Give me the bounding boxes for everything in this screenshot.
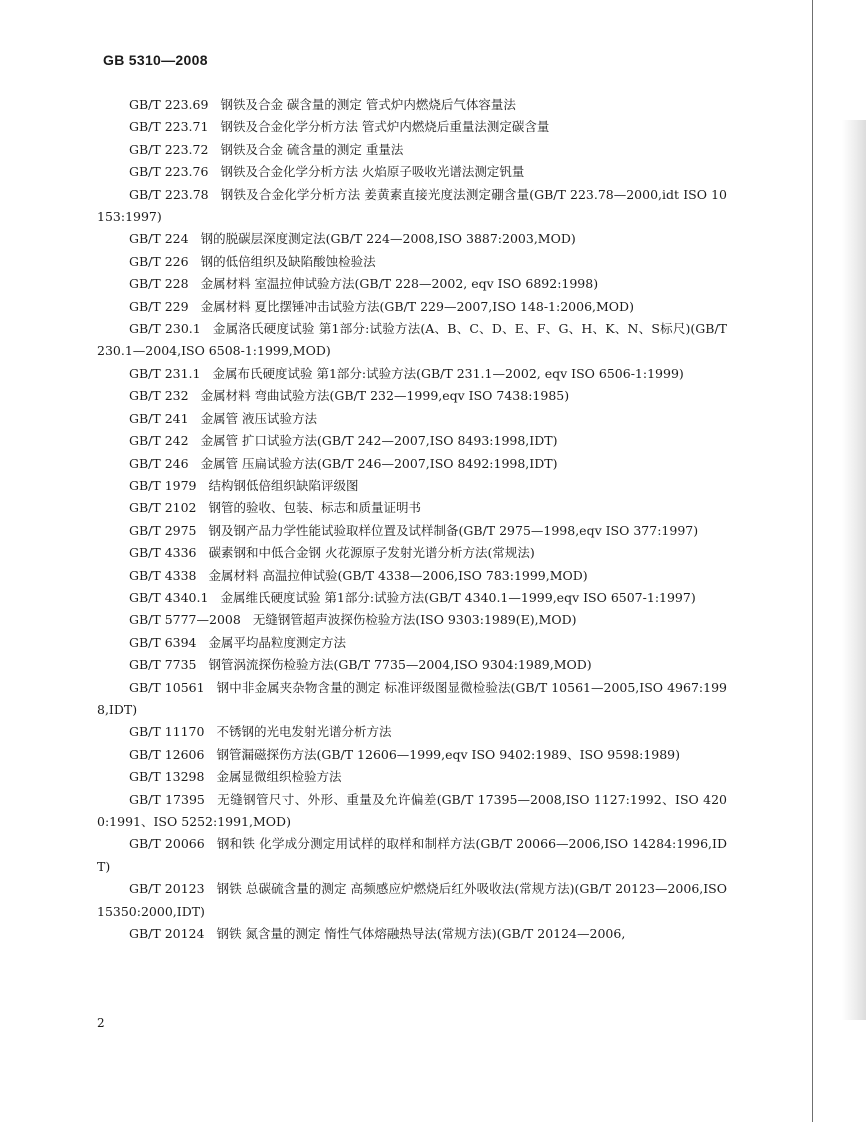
reference-title: 钢铁及合金化学分析方法 管式炉内燃烧后重量法测定碳含量 — [220, 119, 550, 135]
reference-code: GB/T 13298 — [129, 769, 205, 785]
reference-title: 不锈钢的光电发射光谱分析方法 — [216, 724, 392, 740]
reference-code: GB/T 11170 — [129, 724, 205, 740]
reference-code: GB/T 17395 — [129, 791, 205, 807]
reference-code: GB/T 4338 — [129, 567, 197, 583]
reference-entry — [97, 385, 727, 407]
reference-code: GB/T 2975 — [129, 522, 197, 538]
reference-entry — [97, 139, 727, 161]
reference-title: 无缝钢管尺寸、外形、重量及允许偏差(GB/T 17395—2008,ISO 1127:1992、ISO 4200:1991、ISO 5252:1991,MOD) — [97, 791, 727, 829]
reference-entry — [97, 296, 727, 318]
reference-entry — [97, 363, 727, 385]
reference-code: GB/T 226 — [129, 253, 189, 269]
reference-title: 金属维氏硬度试验 第1部分:试验方法(GB/T 4340.1—1999,eqv ISO 6507-1:1997) — [220, 589, 696, 605]
reference-title: 钢铁 氮含量的测定 惰性气体熔融热导法(常规方法)(GB/T 20124—2006, — [216, 926, 626, 942]
reference-title: 金属管 压扁试验方法(GB/T 246—2007,ISO 8492:1998,IDT) — [200, 455, 558, 471]
reference-code: GB/T 20123 — [129, 881, 205, 897]
normative-references-list — [97, 94, 727, 945]
reference-code: GB/T 20066 — [129, 836, 205, 852]
reference-title: 钢铁及合金 碳含量的测定 管式炉内燃烧后气体容量法 — [220, 97, 516, 112]
reference-entry — [97, 94, 727, 116]
reference-entry — [97, 453, 727, 475]
reference-entry — [97, 116, 727, 138]
reference-code: GB/T 242 — [129, 433, 189, 449]
reference-code: GB/T 223.78 — [129, 186, 209, 202]
reference-code: GB/T 223.72 — [129, 141, 209, 157]
reference-entry — [97, 833, 727, 878]
reference-code: GB/T 4340.1 — [129, 589, 209, 605]
reference-entry — [97, 587, 727, 609]
reference-code: GB/T 228 — [129, 276, 189, 292]
reference-code: GB/T 6394 — [129, 634, 197, 650]
reference-entry — [97, 475, 727, 497]
reference-title: 结构钢低倍组织缺陷评级图 — [208, 477, 359, 493]
reference-title: 金属管 扩口试验方法(GB/T 242—2007,ISO 8493:1998,IDT) — [200, 433, 558, 449]
reference-entry — [97, 251, 727, 273]
reference-title: 金属管 液压试验方法 — [200, 410, 318, 426]
reference-title: 钢铁 总碳硫含量的测定 高频感应炉燃烧后红外吸收法(常规方法)(GB/T 20123—2006,ISO 15350:2000,IDT) — [97, 881, 727, 919]
reference-title: 金属材料 室温拉伸试验方法(GB/T 228—2002, eqv ISO 6892:1998) — [200, 276, 599, 292]
reference-code: GB/T 7735 — [129, 657, 197, 673]
reference-entry — [97, 184, 727, 229]
reference-code: GB/T 1979 — [129, 477, 197, 493]
reference-code: GB/T 232 — [129, 388, 189, 404]
reference-title: 无缝钢管超声波探伤检验方法(ISO 9303:1989(E),MOD) — [252, 612, 577, 628]
page-number: 2 — [97, 1016, 105, 1030]
reference-entry — [97, 609, 727, 631]
reference-title: 金属平均晶粒度测定方法 — [208, 634, 347, 650]
reference-entry — [97, 497, 727, 519]
reference-title: 金属洛氏硬度试验 第1部分:试验方法(A、B、C、D、E、F、G、H、K、N、S标尺)(GB/T 230.1—2004,ISO 6508-1:1999,MOD) — [97, 321, 728, 359]
reference-code: GB/T 2102 — [129, 500, 197, 516]
reference-code: GB/T 224 — [129, 231, 189, 247]
reference-entry — [97, 721, 727, 743]
reference-code: GB/T 231.1 — [129, 365, 201, 381]
reference-title: 钢和铁 化学成分测定用试样的取样和制样方法(GB/T 20066—2006,ISO 14284:1996,IDT) — [97, 836, 727, 874]
reference-entry — [97, 520, 727, 542]
reference-title: 钢管的验收、包装、标志和质量证明书 — [208, 500, 422, 516]
page-edge-shadow — [842, 120, 866, 1020]
reference-title: 钢中非金属夹杂物含量的测定 标准评级图显微检验法(GB/T 10561—2005,ISO 4967:1998,IDT) — [97, 679, 727, 717]
reference-code: GB/T 20124 — [129, 926, 205, 942]
reference-title: 钢管涡流探伤检验方法(GB/T 7735—2004,ISO 9304:1989,MOD) — [208, 657, 592, 673]
reference-title: 钢的低倍组织及缺陷酸蚀检验法 — [200, 253, 376, 269]
reference-entry — [97, 632, 727, 654]
reference-code: GB/T 5777—2008 — [129, 612, 241, 628]
reference-entry — [97, 318, 727, 363]
reference-entry — [97, 677, 727, 722]
reference-code: GB/T 229 — [129, 298, 189, 314]
reference-code: GB/T 12606 — [129, 746, 205, 762]
reference-code: GB/T 4336 — [129, 545, 197, 561]
reference-code: GB/T 246 — [129, 455, 189, 471]
reference-title: 碳素钢和中低合金钢 火花源原子发射光谱分析方法(常规法) — [208, 545, 535, 561]
reference-title: 钢的脱碳层深度测定法(GB/T 224—2008,ISO 3887:2003,MOD) — [200, 231, 576, 247]
reference-title: 钢铁及合金化学分析方法 火焰原子吸收光谱法测定钒量 — [220, 164, 525, 180]
reference-entry — [97, 161, 727, 183]
reference-entry — [97, 430, 727, 452]
document-number-header: GB 5310—2008 — [103, 52, 208, 68]
reference-entry — [97, 766, 727, 788]
reference-code: GB/T 223.76 — [129, 164, 209, 180]
reference-entry — [97, 744, 727, 766]
reference-title: 钢铁及合金化学分析方法 姜黄素直接光度法测定硼含量(GB/T 223.78—2000,idt ISO 10153:1997) — [97, 186, 727, 225]
reference-code: GB/T 223.71 — [129, 119, 209, 135]
reference-entry — [97, 923, 727, 945]
reference-entry — [97, 542, 727, 564]
reference-code: GB/T 241 — [129, 410, 189, 426]
reference-entry — [97, 654, 727, 676]
reference-entry — [97, 565, 727, 587]
page-edge-line — [812, 0, 813, 1122]
reference-code: GB/T 223.69 — [129, 97, 209, 112]
reference-title: 钢管漏磁探伤方法(GB/T 12606—1999,eqv ISO 9402:1989、ISO 9598:1989) — [216, 746, 681, 762]
reference-entry — [97, 878, 727, 923]
reference-entry — [97, 408, 727, 430]
reference-entry — [97, 789, 727, 834]
reference-entry — [97, 228, 727, 250]
reference-title: 金属材料 弯曲试验方法(GB/T 232—1999,eqv ISO 7438:1985) — [200, 388, 570, 404]
reference-title: 金属材料 高温拉伸试验(GB/T 4338—2006,ISO 783:1999,MOD) — [208, 567, 588, 583]
reference-title: 金属材料 夏比摆锤冲击试验方法(GB/T 229—2007,ISO 148-1:2006,MOD) — [200, 298, 634, 314]
reference-title: 金属布氏硬度试验 第1部分:试验方法(GB/T 231.1—2002, eqv ISO 6506-1:1999) — [212, 365, 684, 381]
reference-entry — [97, 273, 727, 295]
reference-code: GB/T 230.1 — [129, 321, 201, 337]
reference-title: 钢铁及合金 硫含量的测定 重量法 — [220, 141, 404, 157]
reference-code: GB/T 10561 — [129, 679, 205, 695]
reference-title: 金属显微组织检验方法 — [216, 769, 342, 785]
reference-title: 钢及钢产品力学性能试验取样位置及试样制备(GB/T 2975—1998,eqv ISO 377:1997) — [208, 522, 699, 538]
